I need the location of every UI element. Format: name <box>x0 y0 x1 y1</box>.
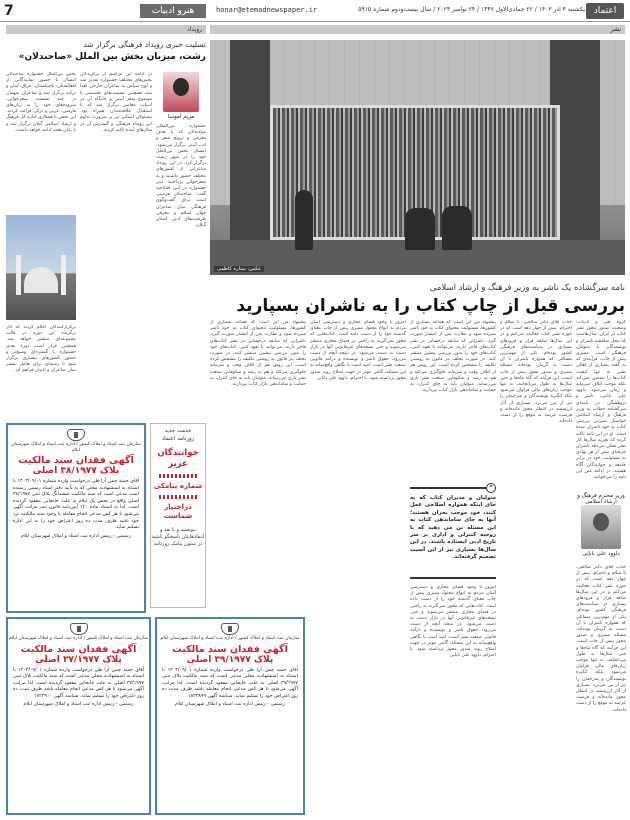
main-body-col3b: امروز با وجود فضای مجازی و دسترسی آسان مردم به انواع محتوا، ممیزی پیش از چاپ معنای گذشته خود را از دست داده است. کتاب‌هایی که مجوز نمی‌گیرند به راحتی در فضای مجازی منتشر می‌شوند و حتی نسخه‌های غیرقانونی آنها در بازار دست به دست می‌شود. در نتیجه آنچه از دست می‌رود، حقوق ناشر و نویسنده و درآمد قانونی صنعت نشر است. امید است با نگاهی واقع‌بینانه به این مسئله، گامی موثر در جهت اصلاح روند صدور مجوز برداشته شود. با احترام، داوود علی بابایی <box>410 585 496 659</box>
newspaper-logo: اعتماد <box>586 3 624 19</box>
photo-person <box>295 190 313 250</box>
ad-plate: پلاک ۳۹/۱۹۷۷ اصلی <box>186 654 274 665</box>
side-author-photo <box>163 72 199 112</box>
ad-org: سازمان ثبت اسناد و املاک کشور / اداره ثبت اسناد و املاک شهرستان ایلام <box>160 636 300 641</box>
emblem-icon <box>67 429 85 441</box>
ad-org: سازمان ثبت اسناد و املاک کشور / اداره ثبت اسناد و املاک شهرستان ایلام <box>9 636 148 641</box>
photo-person <box>442 206 472 250</box>
section-label: هنرو ادبیات <box>140 4 206 18</box>
ad-title: آگهی فقدان سند مالکیت <box>20 643 137 655</box>
side-author-name: مریم آموسا <box>167 114 195 120</box>
ad-org: سازمان ثبت اسناد و املاک کشور / اداره ثبت اسناد و املاک شهرستان ایلام <box>11 442 141 453</box>
photo-credit: عکس: ستاره کاظمی <box>214 266 264 272</box>
dateline: یکشنبه ۴ آذر ۱۴۰۳ / ۲۲ جمادی‌الاول ۱۴۴۶ / ۲۴ نوامبر ۲۰۲۴ / سال بیست‌ودوم شماره ۵۹۱۵ <box>358 6 585 13</box>
promo-line1: خدمت جدید <box>164 428 192 434</box>
promo-available: دراختیار شماست <box>163 503 193 520</box>
main-kicker: نامه سرگشاده یک ناشر به وزیر فرهنگ و ارشاد اسلامی <box>429 283 625 293</box>
quote-icon: " <box>486 483 496 493</box>
promo-line2: روزنامه اعتماد <box>161 436 195 442</box>
side-body-col2: در ادامه این مراسم از برگزیدگان بخش‌های مختلف جشنواره تقدیر شد و لوح سپاس به شاعران خارجی اهدا شد. همچنین نشست‌های تخصصی با موضوع شعر آیینی و جایگاه آن در ادبیات معاصر برگزار شد که با استقبال علاقه‌مندان همراه بود. مسئولان استانی نیز بر ضرورت تداوم این رویداد فرهنگی و گسترش آن در سال‌های آینده تاکید کردند. <box>80 72 152 133</box>
page-number: 7 <box>4 3 14 19</box>
emblem-icon <box>221 623 239 635</box>
subbar-right-label: نشر <box>610 26 621 33</box>
side-body-col3: بخش بین‌الملل جشنواره صاحبدلان امسال با حضور نمایندگانی از افغانستان، تاجیکستان، عراق، لبنان و ترکیه برگزار شد و شاعران میهمان در چند نشست شعرخوانی، سروده‌های خود را به زبان‌های فارسی، عربی و ترکی قرائت کردند. این بخش با همکاری اداره کل فرهنگ و ارشاد اسلامی گیلان برگزار شد و تا پایان هفته ادامه خواهد داشت. <box>6 72 76 133</box>
main-body-col3: پیشنهاد من این است که همانند بسیاری از کشورها، مسئولیت محتوای کتاب به خود ناشر سپرده شود و نظارت پس از انتشار صورت گیرد. ناشرانی که سابقه درخشانی در نشر کتاب‌های فاخر دارند، می‌توانند با تعهد کتبی، کتاب‌های خود را بدون بررسی پیشین منتشر کنند. در صورت تخلف نیز قانون به روشنی تکلیف را مشخص کرده است. این روش هم از اتلاف وقت و سرمایه جلوگیری می‌کند و هم به رشد و شکوفایی صنعت نشر یاری می‌رساند. متولیان باید به جای کنترل، به حمایت و ساماندهی بازار کتاب بپردازند. <box>410 320 496 394</box>
side-headline: رشت، میزبان بخش بین الملل «صاحبدلان» <box>18 52 206 62</box>
subbar-left-label: رویداد <box>187 26 202 33</box>
promo-desc: بنویسید و با نقد و انتقادهایتان پاسخگو باشید در ستون پیامک روزنامه <box>151 527 205 547</box>
page-header <box>0 0 630 22</box>
ad-body: آقای حمید چمن آرا طی درخواست وارده شماره ۱۴۰۳/۰۹/۰۱ با استناد به استشهادیه محلی مدعی است که سند مالکیت پلاک ثبتی ۳۹/۱۹۷۷ اصلی به علت جابجایی مفقود گردیده است. لذا مراتب آگهی می‌شود تا هر کس مدعی انجام معامله باشد ظرف مدت ده روز اعتراض خود را تسلیم نماید. شناسه آگهی ۱۸۲۳۸۹۹ <box>162 667 298 699</box>
ad-title: آگهی فقدان سند مالکیت <box>172 643 288 655</box>
sms-promo-box <box>150 423 206 608</box>
main-headline: بررسی قبل از چاپ کتاب را به ناشران بسپارید <box>236 296 625 316</box>
main-photo <box>210 40 625 275</box>
photo-dome <box>24 267 58 293</box>
subbar-right <box>210 25 625 34</box>
ad-signature: رستمی - رییس اداره ثبت اسناد و املاک شهرستان ایلام <box>23 702 134 708</box>
photo-person <box>405 208 435 250</box>
emblem-icon <box>70 623 88 635</box>
promo-divider <box>159 495 197 499</box>
author-photo <box>581 505 621 549</box>
side-kicker: تسلیت خبری رویداد فرهنگی برگزار شد <box>83 40 206 49</box>
promo-sms-label: شماره پیامکی <box>153 482 203 490</box>
side-author-box <box>156 72 206 120</box>
ad-plate: پلاک ۳۸/۱۹۷۷ اصلی <box>32 466 120 476</box>
ad-plate: پلاک ۳۷/۱۹۷۷ اصلی <box>35 654 122 665</box>
author-caption: وزیر محترم فرهنگ و ارشاد اسلامی <box>577 493 625 505</box>
section-email[interactable]: honar@etemadnewspaper.ir <box>216 6 318 14</box>
subbar-left <box>6 25 206 34</box>
ad-body: آقای حمید چمن آرا طی درخواست وارده شماره ۱۴۰۳/۰۹/۰۱ با استناد به استشهادیه محلی مدعی است که سند مالکیت پلاک ثبتی ۳۷/۱۹۷۷ اصلی به علت جابجایی مفقود گردیده است. لذا مراتب آگهی می‌شود تا هر کس مدعی انجام معامله باشد ظرف مدت ده روز اعتراض خود را تسلیم نماید. شناسه آگهی ۱۸۲۳۹۰۰ <box>13 667 144 699</box>
promo-divider <box>159 474 197 478</box>
property-deed-ad <box>155 617 305 815</box>
side-body-col4: برگزارکنندگان اعلام کردند که آثار برگزیده این دوره در قالب مجموعه‌ای منتشر خواهد شد. همچنین قرار است دوره بعدی جشنواره با گستره‌ای وسیع‌تر و حضور کشورهای بیشتری برگزار شود تا زمینه‌ای برای تعامل بیشتر میان شاعران و ادیبان فراهم آید. <box>6 325 76 374</box>
ad-title: آگهی فقدان سند مالکیت <box>18 455 134 466</box>
main-body-col1: گروه هنر و ادبیات: وضعیت صدور مجوز نشر کتاب در ایران، سال‌هاست که محل مناقشه ناشران و نویسندگان با متولیان فرهنگی است. ممیزی پیش از چاپ، فرآیندی که به گفته بسیاری از اهالی نشر، نه تنها کیفیت کتاب‌ها را تضمین نمی‌کند بلکه موجب اتلاف سرمایه و زمان می‌شود. داوود علی بابایی، ناشر و پژوهشگر، در نامه‌ای سرگشاده خطاب به وزیر فرهنگ و ارشاد اسلامی خواستار سپردن بررسی کتاب به خود ناشران شده است. او در این نامه تاکید کرده که تجربه سال‌ها کار نشر نشان می‌دهد ناشران حرفه‌ای بیش از هر نهادی به مسئولیت خود در برابر جامعه و خوانندگان آگاه هستند. در ادامه متن این نامه را می‌خوانید. <box>576 320 626 481</box>
main-body-col4: امروز با وجود فضای مجازی و دسترسی آسان مردم به انواع محتوا، ممیزی پیش از چاپ معنای گذشته خود را از دست داده است. کتاب‌هایی که مجوز نمی‌گیرند به راحتی در فضای مجازی منتشر می‌شوند و حتی نسخه‌های غیرقانونی آنها در بازار دست به دست می‌شود. در نتیجه آنچه از دست می‌رود، حقوق ناشر و نویسنده و درآمد قانونی صنعت نشر است. امید است با نگاهی واقع‌بینانه به این مسئله، گامی موثر در جهت اصلاح روند صدور مجوز برداشته شود. با احترام، داوود علی بابایی <box>310 320 406 381</box>
main-body-col5: پیشنهاد من این است که همانند بسیاری از کشورها، مسئولیت محتوای کتاب به خود ناشر سپرده شود و نظارت پس از انتشار صورت گیرد. ناشرانی که سابقه درخشانی در نشر کتاب‌های فاخر دارند، می‌توانند با تعهد کتبی، کتاب‌های خود را بدون بررسی پیشین منتشر کنند. در صورت تخلف نیز قانون به روشنی تکلیف را مشخص کرده است. این روش هم از اتلاف وقت و سرمایه جلوگیری می‌کند و هم به رشد و شکوفایی صنعت نشر یاری می‌رساند. متولیان باید به جای کنترل، به حمایت و ساماندهی بازار کتاب بپردازند. <box>210 320 306 388</box>
photo-minaret <box>16 255 21 295</box>
ad-body: آقای حمید چمن آرا طی درخواست وارده شماره ۱۴۰۳/۰۹/۰۱ با استناد به استشهادیه محلی که به تأیید دفتر اسناد رسمی رسیده است مدعی است که سند مالکیت ششدانگ پلاک ثبتی ۳۸/۱۹۷۷ اصلی واقع در بخش یک ایلام به علت جابجایی مفقود گردیده است. لذا به استناد ماده ۱۲۰ آیین‌نامه قانون ثبت مراتب آگهی می‌شود تا هر کس مدعی انجام معامله یا وجود سند مالکیت نزد خود باشد ظرف مدت ده روز اعتراض خود را به این اداره تسلیم نماید. <box>13 479 140 531</box>
main-body-col1b: جناب آقای دکتر صالحی، با سلام و احترام. بیش از چهار دهه است که در حوزه نشر کتاب فعالیت می‌کنم و در این سال‌ها شاهد فراز و فرودهای بسیاری در سیاست‌های فرهنگی کشور بوده‌ام. یکی از مهم‌ترین مسائلی که همواره ناشران با آن دست به گریبان بوده‌اند، مسئله ممیزی و صدور مجوز پیش از چاپ است. این فرآیند که گاه ماه‌ها و حتی سال‌ها به طول می‌انجامد، نه تنها موجب زیان‌های مالی فراوان می‌شود بلکه انگیزه نویسندگان و مترجمان را نیز از بین می‌برد. بسیاری از آثار ارزشمند در انتظار مجوز مانده‌اند و فرصت عرضه به موقع را از دست داده‌اند. <box>576 565 626 713</box>
promo-title: خوانندگان عزیز <box>157 448 199 469</box>
side-body-col1: جشنواره بین‌المللی صاحبدلان که با هدف معرفی و ترویج شعر و ادب آیینی برگزار می‌شود، امسال بخش بین‌الملل خود را در شهر رشت برگزار کرد. در این رویداد شاعرانی از کشورهای مختلف حضور داشتند و به شعرخوانی پرداختند. دبیر جشنواره در آیین افتتاحیه گفت: صاحبدلان فرصتی است برای گفت‌وگوی فرهنگی میان شاعران جهان اسلام و معرفی ظرفیت‌های ادبی استان گیلان. <box>156 124 206 229</box>
pullquote-text: متولیان و مدیران کتاب که به جای اینکه همواره اصلاحی عمل کنند، خود موجب بحران هستند؛ آنها به جای ساماندهی کتاب به این مسئله تن می دهند که با روحیه کنترلی و اداری بر سر تاریخ ادبی ایستاده باشند. در این سال‌ها بسیاری نیز از این آسیب تصمیم گرفته‌اند. <box>410 495 496 561</box>
ad-signature: رستمی - رییس اداره ثبت اسناد و املاک شهرستان ایلام <box>175 702 285 708</box>
author-box <box>577 491 625 557</box>
main-body-col2: جناب آقای دکتر صالحی، با سلام و احترام. بیش از چهار دهه است که در حوزه نشر کتاب فعالیت می‌کنم و در این سال‌ها شاهد فراز و فرودهای بسیاری در سیاست‌های فرهنگی کشور بوده‌ام. یکی از مهم‌ترین مسائلی که همواره ناشران با آن دست به گریبان بوده‌اند، مسئله ممیزی و صدور مجوز پیش از چاپ است. این فرآیند که گاه ماه‌ها و حتی سال‌ها به طول می‌انجامد، نه تنها موجب زیان‌های مالی فراوان می‌شود بلکه انگیزه نویسندگان و مترجمان را نیز از بین می‌برد. بسیاری از آثار ارزشمند در انتظار مجوز مانده‌اند و فرصت عرضه به موقع را از دست داده‌اند. <box>500 320 572 425</box>
property-deed-ad <box>6 423 146 613</box>
ad-signature: رستمی - رییس اداره ثبت اسناد و املاک شهرستان ایلام <box>21 533 131 539</box>
property-deed-ad <box>6 617 151 815</box>
pullquote <box>410 484 496 579</box>
photo-minaret <box>61 255 66 295</box>
author-name: داوود علی بابایی <box>582 551 620 557</box>
side-photo <box>6 215 76 320</box>
